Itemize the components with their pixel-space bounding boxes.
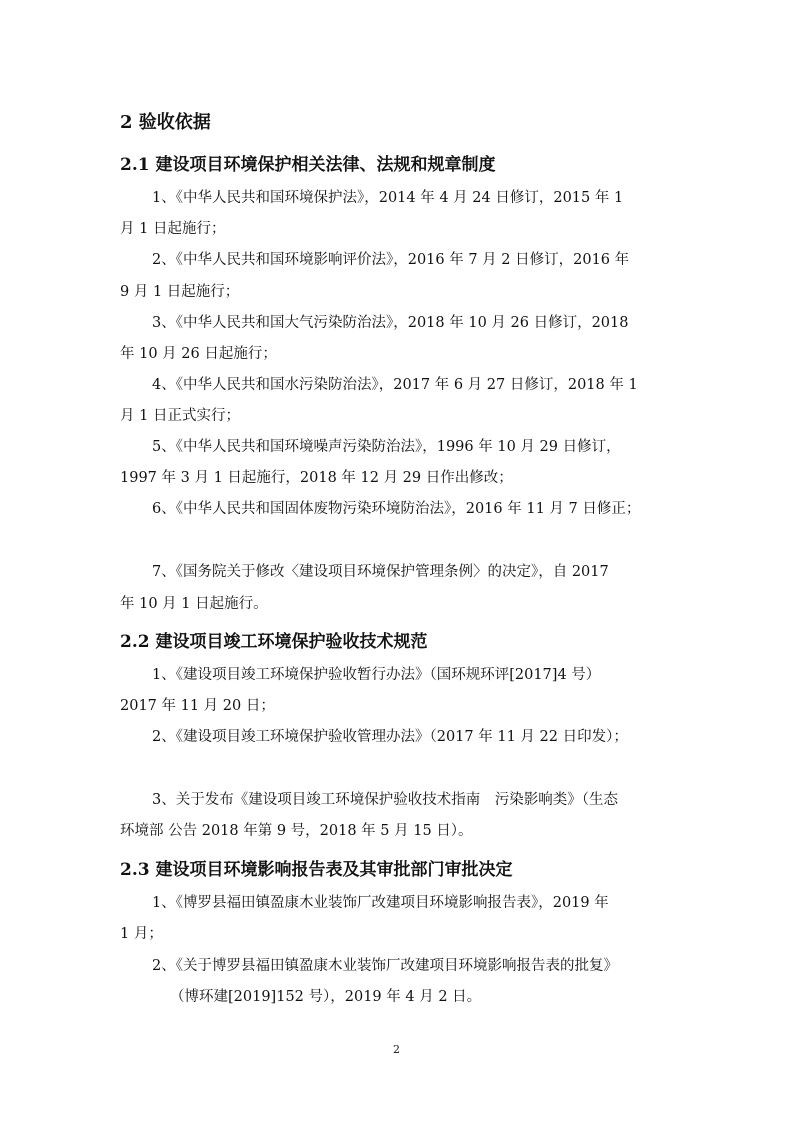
list-item-line: 月 1 日正式实行； bbox=[120, 408, 240, 424]
list-item-line: 7、《国务院关于修改〈建设项目环境保护管理条例〉的决定》，自 2017 bbox=[152, 564, 609, 580]
list-item-line: 1、《博罗县福田镇盈康木业装饰厂改建项目环境影响报告表》，2019 年 bbox=[152, 895, 609, 911]
list-item-line: 1、《中华人民共和国环境保护法》，2014 年 4 月 24 日修订，2015 年 1 bbox=[152, 190, 624, 206]
list-item-line: 月 1 日起施行； bbox=[120, 221, 226, 237]
chapter-heading: 2 验收依据 bbox=[120, 112, 211, 133]
section-title-2-3: 2.3 建设项目环境影响报告表及其审批部门审批决定 bbox=[120, 860, 513, 880]
list-item-line: 2、《中华人民共和国环境影响评价法》，2016 年 7 月 2 日修订，2016 年 bbox=[152, 252, 630, 268]
section-title-2-2: 2.2 建设项目竣工环境保护验收技术规范 bbox=[120, 632, 428, 652]
list-item-line: 2、《建设项目竣工环境保护验收管理办法》（2017 年 11 月 22 日印发）； bbox=[152, 729, 628, 745]
section-title-2-1: 2.1 建设项目环境保护相关法律、法规和规章制度 bbox=[120, 155, 496, 175]
list-item-line: 1997 年 3 月 1 日起施行，2018 年 12 月 29 日作出修改； bbox=[120, 470, 513, 486]
list-item-line: 5、《中华人民共和国环境噪声污染防治法》，1996 年 10 月 29 日修订， bbox=[152, 439, 621, 455]
list-item-line: 6、《中华人民共和国固体废物污染环境防治法》，2016 年 11 月 7 日修正； bbox=[152, 501, 641, 517]
list-item-line: 环境部 公告 2018 年第 9 号，2018 年 5 月 15 日）。 bbox=[120, 823, 473, 839]
list-item-line: 1、《建设项目竣工环境保护验收暂行办法》（国环规环评[2017]4 号） bbox=[152, 667, 601, 683]
list-item-line: 9 月 1 日起施行； bbox=[120, 284, 240, 300]
list-item-line: 年 10 月 1 日起施行。 bbox=[120, 596, 268, 612]
list-item-line: 年 10 月 26 日起施行； bbox=[120, 346, 277, 362]
page-number: 2 bbox=[393, 1043, 400, 1056]
list-item-line: 3、关于发布《建设项目竣工环境保护验收技术指南 污染影响类》（生态 bbox=[152, 792, 618, 808]
list-item-line: 3、《中华人民共和国大气污染防治法》，2018 年 10 月 26 日修订，2018 bbox=[152, 315, 629, 331]
list-item-line: 4、《中华人民共和国水污染防治法》，2017 年 6 月 27 日修订，2018 年 1 bbox=[152, 377, 638, 393]
list-item-line: （博环建[2019]152 号），2019 年 4 月 2 日。 bbox=[170, 989, 482, 1005]
list-item-line: 1 月； bbox=[120, 926, 163, 942]
list-item-line: 2、《关于博罗县福田镇盈康木业装饰厂改建项目环境影响报告表的批复》 bbox=[152, 958, 618, 974]
list-item-line: 2017 年 11 月 20 日； bbox=[120, 698, 275, 714]
